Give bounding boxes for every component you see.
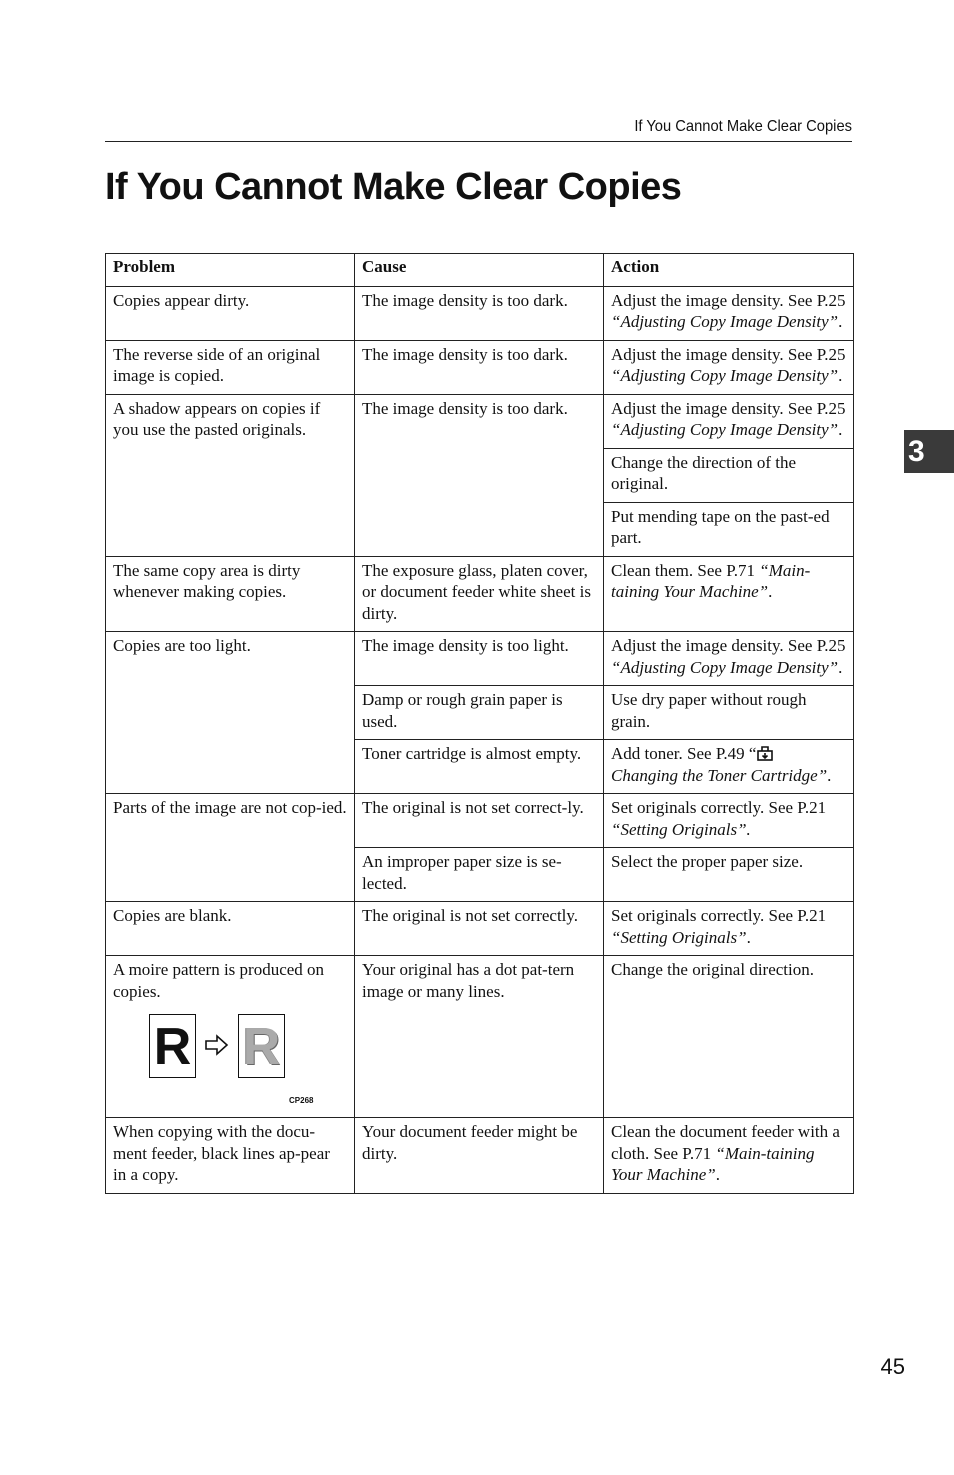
- problem-cell: Copies are too light.: [106, 632, 355, 794]
- original-image-box: [149, 1014, 196, 1078]
- cause-cell: Damp or rough grain paper is used.: [355, 686, 604, 740]
- table-row: [106, 556, 854, 632]
- action-cell: Adjust the image density. See P.25 “Adjusting Copy Image Density”.: [604, 286, 854, 340]
- cause-cell: Your original has a dot pat-tern image or many lines.: [355, 956, 604, 1118]
- cause-cell: The image density is too dark.: [355, 394, 604, 556]
- action-cell: Put mending tape on the past-ed part.: [604, 502, 854, 556]
- cause-cell: Toner cartridge is almost empty.: [355, 740, 604, 794]
- cause-cell: The exposure glass, platen cover, or document feeder white sheet is dirty.: [355, 556, 604, 632]
- action-cell: Change the direction of the original.: [604, 448, 854, 502]
- moire-image-box: [238, 1014, 285, 1078]
- action-cell: Clean the document feeder with a cloth. See P.71 “Main-taining Your Machine”.: [604, 1118, 854, 1194]
- problem-cell: The reverse side of an original image is copied.: [106, 340, 355, 394]
- problem-cell: A shadow appears on copies if you use the pasted originals.: [106, 394, 355, 556]
- action-cell: Adjust the image density. See P.25 “Adjusting Copy Image Density”.: [604, 632, 854, 686]
- moire-letter: R: [242, 1018, 281, 1076]
- table-row: [106, 632, 854, 686]
- action-cell: Change the original direction.: [604, 956, 854, 1118]
- table-row: [106, 394, 854, 448]
- cause-cell: The original is not set correct-ly.: [355, 794, 604, 848]
- table-row: [106, 1118, 854, 1194]
- problem-cell: When copying with the docu-ment feeder, black lines ap-pear in a copy.: [106, 1118, 355, 1194]
- page-title: If You Cannot Make Clear Copies: [105, 166, 682, 208]
- header-problem: Problem: [106, 254, 355, 287]
- original-letter: R: [153, 1018, 192, 1076]
- action-cell: Set originals correctly. See P.21 “Setting Originals”.: [604, 794, 854, 848]
- action-cell: Set originals correctly. See P.21 “Setting Originals”.: [604, 902, 854, 956]
- cause-cell: An improper paper size is se-lected.: [355, 848, 604, 902]
- table-header-row: [106, 254, 854, 287]
- action-cell: Add toner. See P.49 “ Changing the Toner Cartridge”.: [604, 740, 854, 794]
- page-number: 45: [880, 1354, 905, 1379]
- toner-icon: [756, 745, 774, 761]
- table-row: [106, 794, 854, 848]
- problem-cell: The same copy area is dirty whenever making copies.: [106, 556, 355, 632]
- table-row: [106, 902, 854, 956]
- action-cell: Use dry paper without rough grain.: [604, 686, 854, 740]
- arrow-right-icon: [204, 1034, 230, 1056]
- header-rule: [105, 141, 852, 142]
- cause-cell: The image density is too dark.: [355, 340, 604, 394]
- cause-cell: The image density is too light.: [355, 632, 604, 686]
- header-action: Action: [604, 254, 854, 287]
- action-cell: Adjust the image density. See P.25 “Adjusting Copy Image Density”.: [604, 394, 854, 448]
- problem-cell: Parts of the image are not cop-ied.: [106, 794, 355, 902]
- moire-figure: [149, 1014, 319, 1110]
- action-cell: Clean them. See P.71 “Main-taining Your Machine”.: [604, 556, 854, 632]
- header-cause: Cause: [355, 254, 604, 287]
- troubleshooting-table: [105, 253, 854, 1194]
- action-cell: Adjust the image density. See P.25 “Adjusting Copy Image Density”.: [604, 340, 854, 394]
- problem-cell: [106, 956, 355, 1118]
- problem-cell: Copies appear dirty.: [106, 286, 355, 340]
- chapter-tab: 3: [904, 430, 954, 473]
- figure-caption: CP268: [289, 1096, 314, 1105]
- table-row: [106, 340, 854, 394]
- table-row: [106, 286, 854, 340]
- cause-cell: The original is not set correctly.: [355, 902, 604, 956]
- problem-cell: Copies are blank.: [106, 902, 355, 956]
- cause-cell: The image density is too dark.: [355, 286, 604, 340]
- cause-cell: Your document feeder might be dirty.: [355, 1118, 604, 1194]
- running-head: If You Cannot Make Clear Copies: [634, 118, 852, 135]
- action-cell: Select the proper paper size.: [604, 848, 854, 902]
- problem-text: A moire pattern is produced on copies.: [113, 960, 325, 1001]
- table-row: [106, 956, 854, 1118]
